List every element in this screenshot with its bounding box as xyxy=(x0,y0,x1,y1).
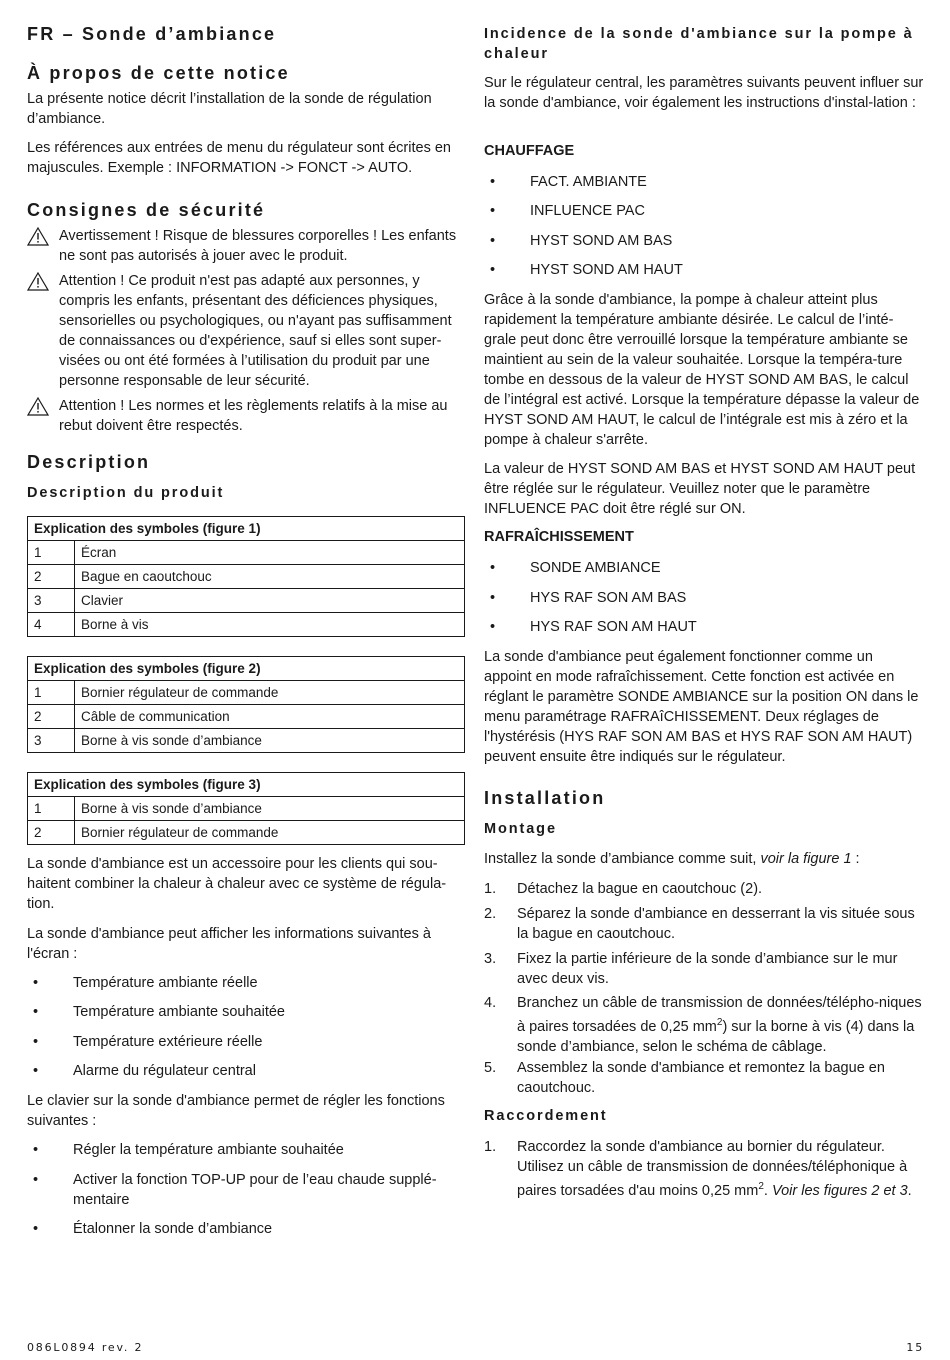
list-item-text: HYS RAF SON AM HAUT xyxy=(530,619,697,635)
bullet-icon: • xyxy=(490,262,496,278)
symbols-table-figure-2 xyxy=(27,656,465,753)
incidence-paragraph-4: La sonde d'ambiance peut également fonctionner comme un appoint en mode rafraîchissement. Cette fonction est activée en réglant le paramètre SONDE AMBIANCE sur la position ON dans le menu paramétrage RAFRAîCHISSEMENT. Deux réglages de l'hystérésis (HYS RAF SON AM BAS et HYS RAF SON AM HAUT) peuvent ensuite être indiqués sur le régulateur. xyxy=(484,649,919,765)
bullet-icon: • xyxy=(490,619,496,635)
step-text-part: Raccordez la sonde d'ambiance au bornier du régulateur. Utilisez un câble de transmission de données/téléphonique à paires torsadées d'au moins 0,25 mm xyxy=(517,1139,908,1199)
installation-heading: Installation xyxy=(484,788,606,808)
row-number: 2 xyxy=(28,705,75,729)
list-item-text: Alarme du régulateur central xyxy=(73,1063,256,1079)
step-number: 1. xyxy=(484,881,497,897)
step-text: Assemblez la sonde d'ambiance et remontez la bague en caoutchouc. xyxy=(517,1060,885,1096)
row-number: 3 xyxy=(28,729,75,753)
symbols-table-figure-1 xyxy=(27,516,465,637)
superscript: 2 xyxy=(758,1181,764,1192)
list-item-text: Étalonner la sonde d’ambiance xyxy=(73,1221,273,1237)
bullet-icon: • xyxy=(33,1063,39,1079)
step-number: 5. xyxy=(484,1060,497,1076)
warning-text: Attention ! Ce produit n'est pas adapté aux personnes, y compris les enfants, présentant des déficiences physiques, sensorielles ou psychologiques, ou n'ayant pas suffisamment de connaissances ou d'expérience, sauf si elles sont super-visées ou ont été formées à l’utilisation du produit par une personne responsable de leur sécurité. xyxy=(59,273,452,389)
list-item-text: Température ambiante souhaitée xyxy=(73,1004,285,1020)
about-paragraph-1: La présente notice décrit l’installation de la sonde de régulation d’ambiance. xyxy=(27,91,432,127)
page-number: 15 xyxy=(906,1341,924,1354)
step-text-part: . xyxy=(763,1182,772,1199)
bullet-icon: • xyxy=(490,233,496,249)
about-paragraph-2: Les références aux entrées de menu du régulateur sont écrites en majuscules. Exemple : INFORMATION -> FONCT -> AUTO. xyxy=(27,140,451,176)
mounting-intro xyxy=(484,849,924,869)
superscript: 2 xyxy=(716,1017,723,1028)
step-text-part: . xyxy=(907,1182,912,1199)
bullet-icon: • xyxy=(490,590,496,606)
row-label: Borne à vis sonde d’ambiance xyxy=(75,729,465,753)
warning-triangle-icon xyxy=(27,272,49,291)
figure-reference: voir la figure 1 xyxy=(760,851,852,867)
about-heading: À propos de cette notice xyxy=(27,63,290,83)
table-row xyxy=(28,613,465,637)
row-number: 4 xyxy=(28,613,75,637)
table-row xyxy=(28,589,465,613)
incidence-paragraph-2: Grâce à la sonde d'ambiance, la pompe à chaleur atteint plus rapidement la température ambiante désirée. Le calcul de l’inté-grale peut donc être verrouillé lorsque la température ambiante se maintient au sein de la valeur souhaitée. Lorsque la tempéra-ture tombe en dessous de la valeur de HYST SOND AM BAS, le calcul de l’intégral est activé. Lorsque la température dépasse la valeur de HYST SOND AM HAUT, le calcul de l’intégrale est mis à zéro et la pompe à chaleur s'arrête. xyxy=(484,292,920,448)
row-number: 2 xyxy=(28,821,75,845)
description-paragraph-1: La sonde d'ambiance est un accessoire pour les clients qui sou-haitent combiner la chaleur à chaleur avec ce système de régula-tion. xyxy=(27,856,447,912)
table-row xyxy=(28,541,465,565)
incidence-heading: Incidence de la sonde d'ambiance sur la pompe à chaleur xyxy=(484,26,914,62)
mounting-intro-end: : xyxy=(851,851,860,867)
safety-heading: Consignes de sécurité xyxy=(27,200,266,220)
mounting-intro-text: Installez la sonde d’ambiance comme suit, xyxy=(484,851,761,867)
step-number: 2. xyxy=(484,906,497,922)
list-item-text: HYST SOND AM BAS xyxy=(530,233,673,249)
list-item-text: Régler la température ambiante souhaitée xyxy=(73,1142,344,1158)
row-label: Borne à vis xyxy=(75,613,465,637)
table-row xyxy=(28,729,465,753)
bullet-icon: • xyxy=(33,1034,39,1050)
warning-text: Attention ! Les normes et les règlements relatifs à la mise au rebut doivent être respectés. xyxy=(59,398,448,434)
step-text-part: ) sur la borne à vis (4) dans la sonde d’ambiance, selon le schéma de câblage. xyxy=(517,1018,915,1055)
row-number: 3 xyxy=(28,589,75,613)
table-row xyxy=(28,705,465,729)
figure-reference: Voir les figures 2 et 3 xyxy=(771,1182,908,1199)
product-description-subheading: Description du produit xyxy=(27,485,225,501)
row-label: Écran xyxy=(75,541,465,565)
step-number: 4. xyxy=(484,995,497,1011)
incidence-paragraph-1: Sur le régulateur central, les paramètres suivants peuvent influer sur la sonde d'ambiance, voir également les instructions d'instal-lation : xyxy=(484,75,924,111)
row-number: 2 xyxy=(28,565,75,589)
row-label: Câble de communication xyxy=(75,705,465,729)
warning-triangle-icon xyxy=(27,397,49,416)
table-title: Explication des symboles (figure 2) xyxy=(28,657,465,681)
bullet-icon: • xyxy=(490,203,496,219)
list-item-text: HYS RAF SON AM BAS xyxy=(530,590,687,606)
row-label: Bornier régulateur de commande xyxy=(75,681,465,705)
step-text xyxy=(517,993,927,1057)
table-row xyxy=(28,821,465,845)
step-number: 1. xyxy=(484,1139,497,1155)
document-title: FR – Sonde d’ambiance xyxy=(27,24,277,44)
table-row xyxy=(28,797,465,821)
row-number: 1 xyxy=(28,541,75,565)
heating-label: CHAUFFAGE xyxy=(484,143,575,159)
bullet-icon: • xyxy=(33,1221,39,1237)
bullet-icon: • xyxy=(33,1142,39,1158)
bullet-icon: • xyxy=(33,1004,39,1020)
list-item-text: HYST SOND AM HAUT xyxy=(530,262,683,278)
table-row xyxy=(28,681,465,705)
step-text: Fixez la partie inférieure de la sonde d’ambiance sur le mur avec deux vis. xyxy=(517,951,898,987)
bullet-icon: • xyxy=(490,174,496,190)
description-heading: Description xyxy=(27,452,151,472)
table-title: Explication des symboles (figure 3) xyxy=(28,773,465,797)
warning-text: Avertissement ! Risque de blessures corporelles ! Les enfants ne sont pas autorisés à jouer avec le produit. xyxy=(59,228,457,264)
document-code: 086L0894 rev. 2 xyxy=(27,1341,144,1354)
row-label: Clavier xyxy=(75,589,465,613)
list-item-text: Température extérieure réelle xyxy=(73,1034,263,1050)
row-number: 1 xyxy=(28,797,75,821)
step-text: Détachez la bague en caoutchouc (2). xyxy=(517,881,763,897)
cooling-label: RAFRAÎCHISSEMENT xyxy=(484,529,634,545)
step-number: 3. xyxy=(484,951,497,967)
list-item-text: SONDE AMBIANCE xyxy=(530,560,661,576)
bullet-icon: • xyxy=(490,560,496,576)
row-number: 1 xyxy=(28,681,75,705)
description-paragraph-2: La sonde d'ambiance peut afficher les informations suivantes à l'écran : xyxy=(27,926,431,962)
list-item-text: INFLUENCE PAC xyxy=(530,203,645,219)
row-label: Bague en caoutchouc xyxy=(75,565,465,589)
step-text-part: Branchez un câble de transmission de données/télépho-niques à paires torsadées de 0,25 mm xyxy=(517,995,922,1035)
incidence-paragraph-3: La valeur de HYST SOND AM BAS et HYST SOND AM HAUT peut être réglée sur le régulateur. Veuillez noter que le paramètre INFLUENCE PAC doit être réglé sur ON. xyxy=(484,461,916,517)
row-label: Bornier régulateur de commande xyxy=(75,821,465,845)
step-text xyxy=(517,1137,927,1201)
step-text: Séparez la sonde d'ambiance en desserrant la vis située sous la bague en caoutchouc. xyxy=(517,906,915,942)
bullet-icon: • xyxy=(33,975,39,991)
row-label: Borne à vis sonde d’ambiance xyxy=(75,797,465,821)
symbols-table-figure-3 xyxy=(27,772,465,845)
list-item-text: FACT. AMBIANTE xyxy=(530,174,647,190)
table-row xyxy=(28,565,465,589)
connection-subheading: Raccordement xyxy=(484,1108,608,1124)
warning-triangle-icon xyxy=(27,227,49,246)
list-item-text: Activer la fonction TOP-UP pour de l’eau chaude supplé-mentaire xyxy=(73,1172,437,1208)
description-paragraph-3: Le clavier sur la sonde d'ambiance permet de régler les fonctions suivantes : xyxy=(27,1093,445,1129)
bullet-icon: • xyxy=(33,1172,39,1188)
list-item-text: Température ambiante réelle xyxy=(73,975,258,991)
mounting-subheading: Montage xyxy=(484,821,557,837)
table-title: Explication des symboles (figure 1) xyxy=(28,517,465,541)
